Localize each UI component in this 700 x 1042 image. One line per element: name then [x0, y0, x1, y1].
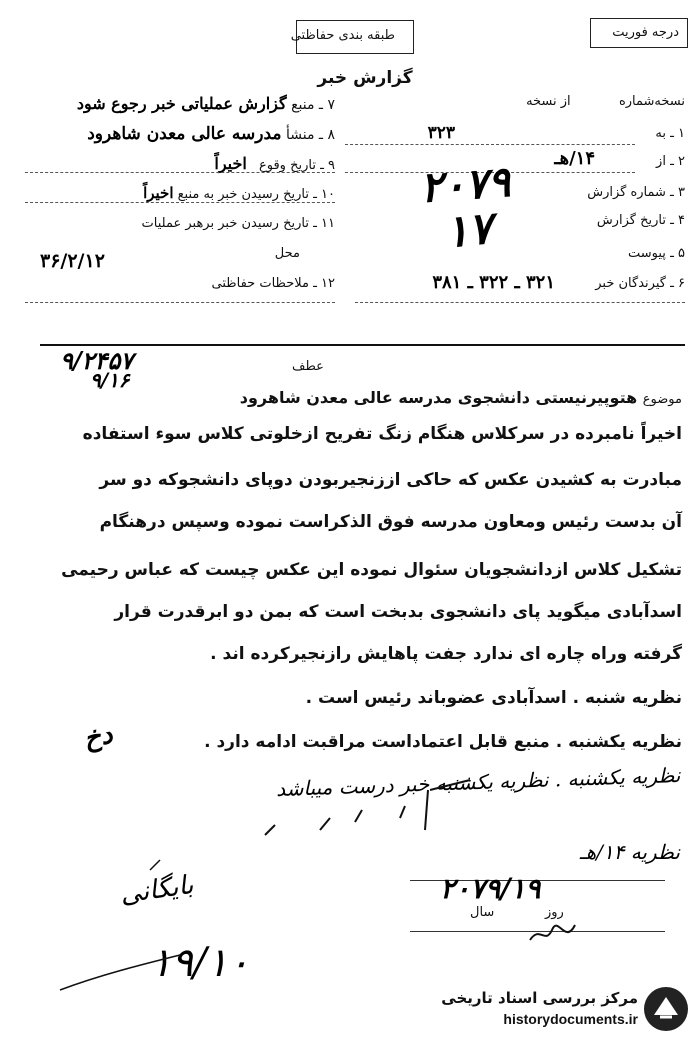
field-label: ۵ ـ پیوست — [628, 246, 685, 261]
handwritten-archive: بایگانی — [118, 870, 196, 910]
field-label: ۷ ـ منبع — [291, 97, 335, 113]
priority-box — [590, 18, 688, 48]
field-security-notes — [212, 276, 335, 291]
field-label: ۲ ـ از — [656, 154, 685, 169]
field-label: نسخه‌شماره — [618, 94, 685, 109]
handwritten-report-number: ۲۰۷۹ — [418, 156, 512, 213]
field-label: ۱۰ ـ تاریخ رسیدن خبر به منبع — [177, 187, 335, 202]
field-occurrence-date — [214, 154, 335, 173]
field-place — [275, 246, 300, 261]
field-to-value: ۳۲۳ — [427, 123, 455, 143]
handwritten-note-date: نظریه ۱۴/هـ — [579, 840, 680, 864]
opinion-line: نظریه یکشنبه . منبع قابل اعتماداست مراقبت ادامه دارد . — [204, 732, 682, 752]
body-line: آن بدست رئیس ومعاون مدرسه فوق الذکراست نموده وسپس درهنگام — [99, 512, 682, 532]
handwritten-margin-mark: دخ — [81, 719, 115, 755]
handwritten-note: نظریه یکشنبه . نظریه یکشنبه خبر درست میباشد — [275, 762, 681, 802]
field-copy-number — [526, 94, 685, 109]
watermark — [420, 985, 690, 1035]
field-place-date: ۳۶/۲/۱۲ — [40, 250, 105, 272]
field-source-received — [143, 184, 335, 202]
right-fields — [340, 90, 685, 305]
field-ops-received — [142, 216, 335, 231]
stamp-day: روز — [545, 905, 564, 920]
handwritten-report-date: ۱۷ — [442, 202, 495, 259]
section-divider — [40, 344, 685, 346]
field-recipients — [595, 276, 685, 291]
field-value: مدرسه عالی معدن شاهرود — [87, 124, 282, 144]
field-label: ۱۱ ـ تاریخ رسیدن خبر برهبر عملیات — [141, 216, 335, 231]
field-to — [655, 126, 685, 141]
field-attachment — [628, 246, 685, 261]
subject-line — [240, 388, 682, 407]
field-value: اخیراً — [143, 184, 174, 202]
field-label: ۹ ـ تاریخ وقوع — [258, 158, 335, 173]
handwritten-archive-number: ۱۹/۱۰ — [150, 940, 250, 986]
field-origin — [87, 124, 335, 144]
body-line: گرفته وراه چاره ای ندارد جفت پاهایش رازنجیرکرده اند . — [210, 644, 682, 664]
handwritten-ref-number: ۹/۲۴۵۷ — [60, 346, 134, 375]
stamp-year: سال — [470, 905, 495, 920]
watermark-org-name: مرکز بررسی اسناد تاریخی — [441, 989, 638, 1007]
watermark-site: historydocuments.ir — [503, 1011, 638, 1027]
body-line: مبادرت به کشیدن عکس که حاکی اززنجیربودن دوپای دانشجوکه دو سر — [99, 470, 682, 490]
field-report-date — [597, 213, 685, 228]
body-line: اسدآبادی میگوید پای دانشجوی بدبخت است که بمن دو ابرقدرت قرار — [114, 602, 682, 622]
subject-label: موضوع — [642, 392, 682, 407]
field-value: اخیراً — [214, 154, 247, 173]
field-value: از نسخه — [526, 94, 571, 109]
field-from-value: ۱۴/هـ — [554, 148, 595, 169]
priority-label: درجه فوریت — [612, 25, 679, 40]
field-label: ۱ ـ به — [655, 126, 685, 141]
body-line: تشکیل کلاس ازدانشجویان سئوال نموده این عکس چیست که عباس رحیمی — [61, 560, 682, 580]
field-value: گزارش عملیاتی خبر رجوع شود — [76, 94, 287, 113]
field-label: ۶ ـ گیرندگان خبر — [595, 276, 685, 291]
field-label: محل — [274, 246, 300, 261]
field-label: ۳ ـ شماره گزارش — [587, 185, 685, 200]
field-from — [656, 154, 685, 169]
field-report-number — [587, 185, 685, 200]
left-fields — [10, 90, 335, 305]
page-title: گزارش خبر — [317, 68, 413, 88]
subject-text: هتوپیرنیستی دانشجوی مدرسه عالی معدن شاهرود — [239, 388, 638, 407]
atf-label: عطف — [292, 359, 324, 374]
field-label: ۴ ـ تاریخ گزارش — [596, 213, 685, 228]
watermark-logo-icon — [642, 985, 690, 1033]
field-recipients-value: ۳۲۱ ـ ۳۲۲ ـ ۳۸۱ — [432, 272, 555, 293]
field-label: ۱۲ ـ ملاحظات حفاظتی — [211, 276, 335, 291]
field-source — [77, 94, 335, 113]
classification-label: طبقه بندی حفاظتی — [290, 28, 395, 43]
classification-box — [290, 20, 414, 54]
handwritten-signature-number: ۲۰۷۹/۱۹ — [440, 872, 541, 905]
opinion-line: نظریه شنبه . اسدآبادی عضوباند رئیس است . — [305, 688, 682, 708]
handwritten-ref-sub: ۹/۱۶ — [90, 368, 130, 392]
body-line: اخیراً نامبرده در سرکلاس هنگام زنگ تفریح ازخلوتی کلاس سوء استفاده — [82, 424, 682, 444]
field-label: ۸ ـ منشأ — [285, 127, 335, 143]
